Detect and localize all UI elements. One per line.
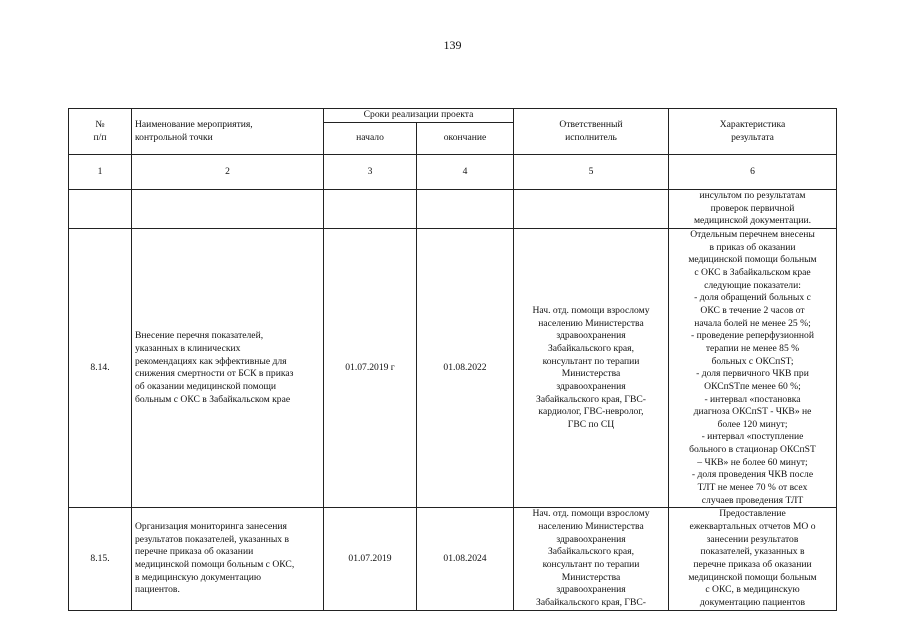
result-cell: Предоставление ежеквартальных отчетов МО о занесении результатов показателей, указанных в перечне приказа об оказании медицинской помощи больным с ОКС, в медицинскую документацию пациентов — [669, 508, 837, 610]
start-date: 01.07.2019 г — [324, 228, 417, 507]
row-num: 8.14. — [69, 228, 132, 507]
header-dates: Сроки реализации проекта — [324, 109, 514, 123]
empty-cell — [132, 190, 324, 229]
header-start: начало — [324, 123, 417, 155]
empty-cell — [417, 190, 514, 229]
activity-name: Внесение перечня показателей, указанных в клинических рекомендациях как эффективные для снижения смертности от БСК в приказ об оказании медицинской помощи больным с ОКС в Забайкальском крае — [132, 228, 324, 507]
header-num: № п/п — [69, 109, 132, 155]
activity-name: Организация мониторинга занесения результатов показателей, указанных в перечне приказа об оказании медицинской помощи больным с ОКС, в медицинскую документацию пациентов. — [132, 508, 324, 610]
row-num: 8.15. — [69, 508, 132, 610]
responsible-cell: Нач. отд. помощи взрослому населению Министерства здравоохранения Забайкальского края, консультант по терапии Министерства здравоохранения Забайкальского края, ГВС- кардиолог, ГВС-невролог, ГВС по СЦ — [514, 228, 669, 507]
result-cell: Отдельным перечнем внесены в приказ об оказании медицинской помощи больным с ОКС в Забайкальском крае следующие показатели: - доля обращений больных с ОКС в течение 2 часов от начала болей не менее 25 %; - проведение реперфузионной терапии не менее 85 % больных с ОКСпST; - доля первичного ЧКВ при ОКСпSTпе менее 60 %; - интервал «постановка диагноза ОКСпST - ЧКВ» не более 120 минут; - интервал «поступление больного в стационар ОКСпST – ЧКВ» не более 60 минут; - доля проведения ЧКВ после ТЛТ не менее 70 % от всех случаев проведения ТЛТ — [669, 228, 837, 507]
header-responsible: Ответственный исполнитель — [514, 109, 669, 155]
table-row — [69, 190, 837, 229]
column-number: 4 — [417, 155, 514, 190]
column-number: 3 — [324, 155, 417, 190]
result-cell: инсультом по результатам проверок первичной медицинской документации. — [669, 190, 837, 229]
column-number: 6 — [669, 155, 837, 190]
end-date: 01.08.2024 — [417, 508, 514, 610]
column-number: 5 — [514, 155, 669, 190]
start-date: 01.07.2019 — [324, 508, 417, 610]
empty-cell — [324, 190, 417, 229]
page-number: 139 — [443, 38, 462, 52]
responsible-cell: Нач. отд. помощи взрослому населению Министерства здравоохранения Забайкальского края, консультант по терапии Министерства здравоохранения Забайкальского края, ГВС- — [514, 508, 669, 610]
table-row — [69, 228, 837, 507]
table-row — [69, 508, 837, 610]
header-result: Характеристика результата — [669, 109, 837, 155]
empty-cell — [69, 190, 132, 229]
header-name: Наименование мероприятия, контрольной точки — [132, 109, 324, 155]
column-number: 1 — [69, 155, 132, 190]
end-date: 01.08.2022 — [417, 228, 514, 507]
empty-cell — [514, 190, 669, 229]
activities-table — [68, 108, 837, 611]
header-end: окончание — [417, 123, 514, 155]
column-number: 2 — [132, 155, 324, 190]
